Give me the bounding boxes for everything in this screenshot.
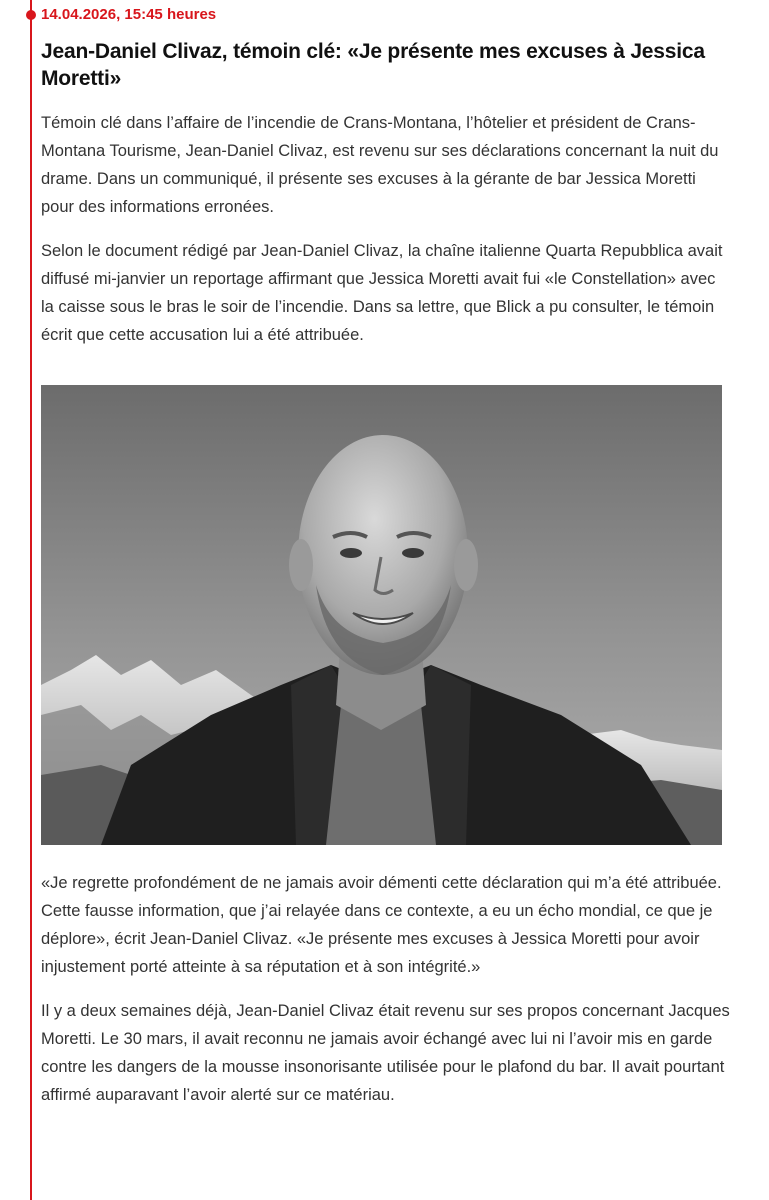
paragraph-quote: «Je regrette profondément de ne jamais avoir démenti cette déclaration qui m’a été attribuée. Cette fausse information, que j’ai relayée dans ce contexte, a eu un écho mondial, ce que je déplore», écrit Jean-Daniel Clivaz. «Je présente mes excuses à Jessica Moretti pour avoir injustement porté atteinte à sa réputation et à son intégrité.» (41, 874, 722, 976)
entry-headline: Jean-Daniel Clivaz, témoin clé: «Je présente mes excuses à Jessica Moretti» (41, 40, 705, 90)
entry-timestamp: 14.04.2026, 15:45 heures (41, 6, 217, 23)
paragraph-report: Selon le document rédigé par Jean-Daniel Clivaz, la chaîne italienne Quarta Repubblica avait diffusé mi-janvier un reportage affirmant que Jessica Moretti avait fui «le Constellation» avec la caisse sous le bras le soir de l’incendie. Dans sa lettre, que Blick a pu consulter, le témoin écrit que cette accusation lui a été attribuée. (41, 242, 723, 344)
live-ticker-entry (41, 0, 731, 1109)
timeline-dot (26, 10, 36, 20)
paragraph-intro: Témoin clé dans l’affaire de l’incendie de Crans-Montana, l’hôtelier et président de Crans-Montana Tourisme, Jean-Daniel Clivaz, est revenu sur ses déclarations concernant la nuit du drame. Dans un communiqué, il présente ses excuses à la gérante de bar Jessica Moretti pour des informations erronées. (41, 114, 719, 216)
timeline-line (30, 0, 32, 1200)
portrait-photo-illustration (41, 385, 722, 845)
portrait-photo[interactable] (41, 385, 722, 845)
paragraph-background: Il y a deux semaines déjà, Jean-Daniel Clivaz était revenu sur ses propos concernant Jacques Moretti. Le 30 mars, il avait reconnu ne jamais avoir échangé avec lui ni l’avoir mis en garde contre les dangers de la mousse insonorisante utilisée pour le plafond du bar. Il avait pourtant affirmé auparavant l’avoir alerté sur ce matériau. (41, 1002, 730, 1104)
